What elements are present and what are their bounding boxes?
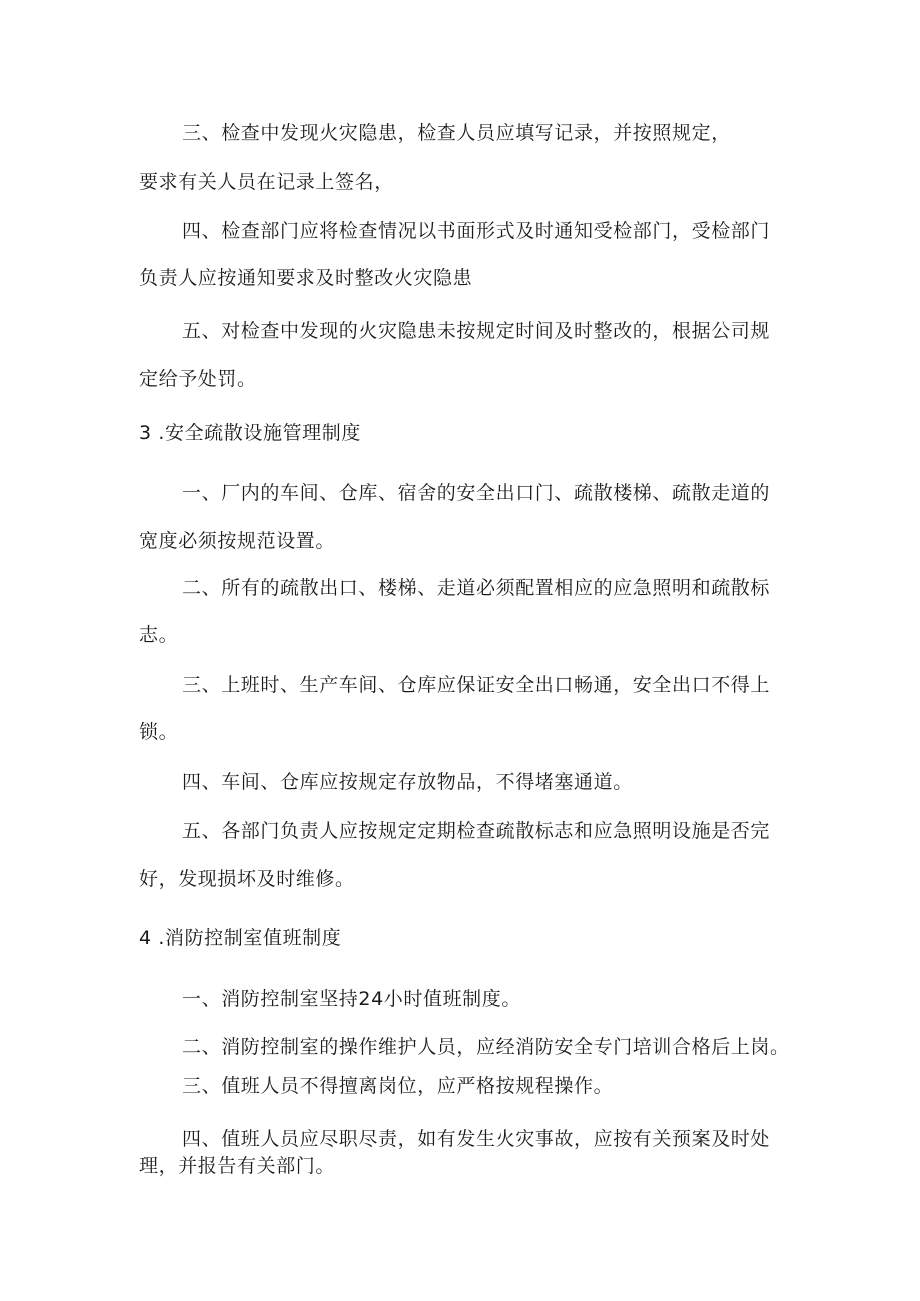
sec3-item1-line1: 一、厂内的车间、仓库、宿舍的安全出口门、疏散楼梯、疏散走道的	[182, 482, 771, 504]
sec2-item5-line2: 定给予处罚。	[139, 368, 257, 390]
sec3-item5-line1: 五、各部门负责人应按规定定期检查疏散标志和应急照明设施是否完	[182, 820, 771, 842]
sec2-item4-line1: 四、检查部门应将检查情况以书面形式及时通知受检部门，受检部门	[182, 220, 771, 242]
section-heading-4: 4 .消防控制室值班制度	[139, 927, 342, 949]
section-heading-3: 3 .安全疏散设施管理制度	[139, 422, 361, 444]
sec3-item3-line1: 三、上班时、生产车间、仓库应保证安全出口畅通，安全出口不得上	[182, 674, 771, 696]
sec3-item5-line2: 好，发现损坏及时维修。	[139, 868, 355, 890]
sec2-item4-line2: 负责人应按通知要求及时整改火灾隐患	[139, 267, 473, 289]
sec3-item1-line2: 宽度必须按规范设置。	[139, 530, 336, 552]
sec3-item3-line2: 锁。	[139, 721, 179, 743]
sec4-item1-line1: 一、消防控制室坚持24小时值班制度。	[182, 988, 521, 1010]
sec3-item2-line2: 志。	[139, 624, 179, 646]
sec2-item3-line2: 要求有关人员在记录上签名，	[139, 171, 394, 193]
sec2-item5-line1: 五、对检查中发现的火灾隐患未按规定时间及时整改的，根据公司规	[182, 320, 771, 342]
sec3-item2-line1: 二、所有的疏散出口、楼梯、走道必须配置相应的应急照明和疏散标	[182, 577, 771, 599]
sec4-item3-line1: 三、值班人员不得擅离岗位，应严格按规程操作。	[182, 1075, 614, 1097]
sec4-item4-line2: 理，并报告有关部门。	[139, 1155, 336, 1177]
sec4-item4-line1: 四、值班人员应尽职尽责，如有发生火灾事故，应按有关预案及时处	[182, 1128, 771, 1150]
sec2-item3-line1: 三、检查中发现火灾隐患，检查人员应填写记录，并按照规定，	[182, 122, 731, 144]
sec4-item2-line1: 二、消防控制室的操作维护人员，应经消防安全专门培训合格后上岗。	[182, 1036, 790, 1058]
sec3-item4-line1: 四、车间、仓库应按规定存放物品，不得堵塞通道。	[182, 771, 633, 793]
